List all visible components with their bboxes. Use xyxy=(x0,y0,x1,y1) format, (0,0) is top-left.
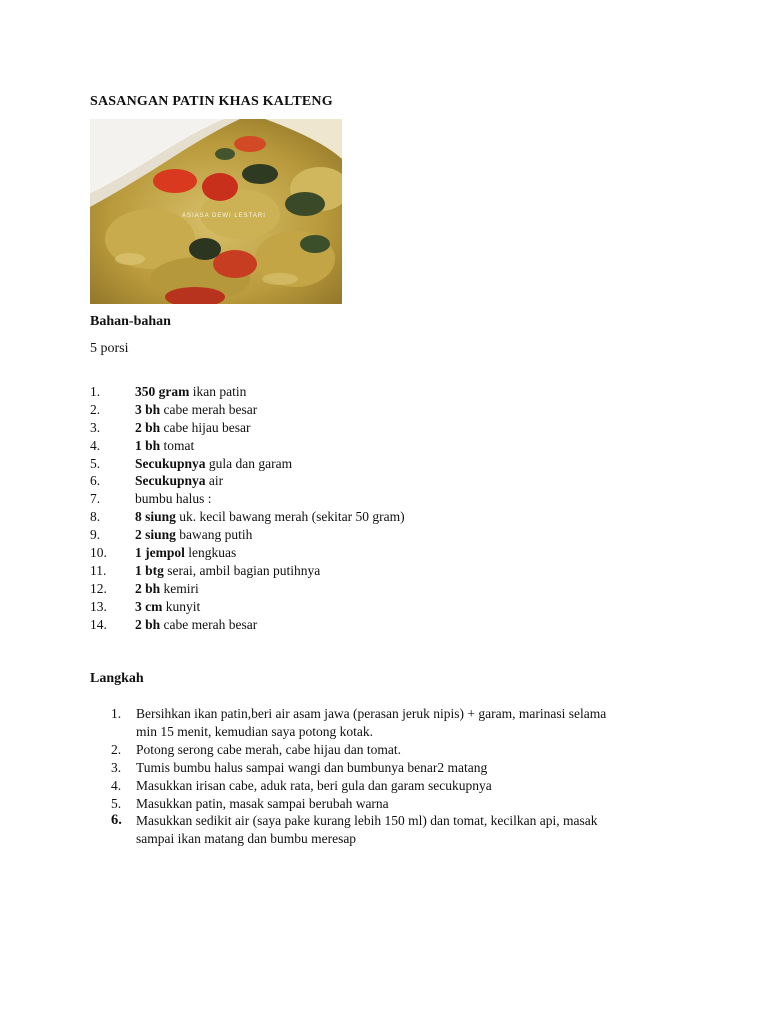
recipe-title: SASANGAN PATIN KHAS KALTENG xyxy=(90,94,333,109)
step-line: Masukkan irisan cabe, aduk rata, beri gula dan garam secukupnya xyxy=(136,777,492,793)
ingredient-amount: 1 btg xyxy=(135,562,164,578)
ingredient-text xyxy=(135,437,194,455)
ingredient-text xyxy=(135,616,257,634)
ingredient-number: 14. xyxy=(90,616,107,632)
ingredient-amount: 350 gram xyxy=(135,384,190,399)
step-number: 1. xyxy=(111,706,122,721)
ingredient-name: ikan patin xyxy=(189,384,247,399)
ingredient-number: 3. xyxy=(90,419,101,435)
ingredient-amount: 3 cm xyxy=(135,598,163,614)
ingredient-item xyxy=(90,508,690,526)
ingredient-item xyxy=(90,455,690,473)
ingredient-item xyxy=(90,472,690,490)
dish-photo-image xyxy=(90,119,342,304)
ingredient-number: 10. xyxy=(90,545,107,561)
step-line: Masukkan sedikit air (saya pake kurang lebih 150 ml) dan tomat, kecilkan api, masak xyxy=(136,813,598,829)
step-number: 5. xyxy=(111,795,122,811)
step-item xyxy=(111,741,671,759)
ingredient-number: 1. xyxy=(90,384,101,399)
step-number: 2. xyxy=(111,741,122,757)
ingredient-text xyxy=(135,508,405,526)
ingredient-text xyxy=(135,580,199,598)
ingredient-amount: 8 siung xyxy=(135,509,176,525)
ingredient-number: 6. xyxy=(90,473,101,489)
photo-watermark: ASIASA DEWI LESTARI xyxy=(182,213,266,219)
ingredient-item xyxy=(90,383,690,401)
ingredient-item xyxy=(90,580,690,598)
ingredient-text xyxy=(135,401,257,419)
step-item xyxy=(111,812,671,848)
ingredient-name: bumbu halus : xyxy=(135,491,212,507)
ingredient-item xyxy=(90,562,690,580)
step-text xyxy=(136,759,671,777)
step-item xyxy=(111,759,671,777)
step-line: Masukkan patin, masak sampai berubah warna xyxy=(136,795,389,811)
ingredients-list xyxy=(90,383,690,633)
step-item xyxy=(111,777,671,795)
ingredient-number: 9. xyxy=(90,527,101,543)
ingredient-number: 12. xyxy=(90,580,107,596)
step-line: Potong serong cabe merah, cabe hijau dan tomat. xyxy=(136,741,402,757)
step-item xyxy=(111,705,671,741)
step-text xyxy=(136,741,671,759)
ingredient-name: lengkuas xyxy=(184,545,237,561)
step-number: 3. xyxy=(111,759,122,775)
steps-heading: Langkah xyxy=(90,671,144,686)
ingredient-item xyxy=(90,419,690,437)
ingredient-item xyxy=(90,526,690,544)
ingredient-text xyxy=(135,526,252,544)
ingredient-amount: Secukupnya xyxy=(135,455,206,471)
ingredient-item xyxy=(90,616,690,634)
ingredient-number: 7. xyxy=(90,491,101,507)
ingredient-name: air xyxy=(205,473,224,489)
ingredient-name: uk. kecil bawang merah (sekitar 50 gram) xyxy=(175,509,405,525)
ingredient-number: 4. xyxy=(90,437,101,453)
ingredient-amount: Secukupnya xyxy=(135,473,206,489)
step-item xyxy=(111,795,671,813)
ingredient-name: cabe hijau besar xyxy=(160,419,251,435)
step-line: Bersihkan ikan patin,beri air asam jawa (perasan jeruk nipis) + garam, marinasi selama xyxy=(136,706,607,721)
step-line: min 15 menit, kemudian saya potong kotak. xyxy=(136,723,373,739)
ingredient-text xyxy=(135,598,200,616)
ingredient-text xyxy=(135,455,292,473)
ingredient-text xyxy=(135,490,212,508)
step-number: 4. xyxy=(111,777,122,793)
ingredient-item xyxy=(90,401,690,419)
ingredient-item xyxy=(90,490,690,508)
ingredient-amount: 3 bh xyxy=(135,401,161,417)
step-number: 6. xyxy=(111,812,122,829)
step-line: sampai ikan matang dan bumbu meresap xyxy=(136,831,357,847)
steps-list xyxy=(111,705,671,848)
ingredient-amount: 2 bh xyxy=(135,616,161,632)
step-text xyxy=(136,795,671,813)
dish-photo xyxy=(90,119,342,304)
ingredient-name: kunyit xyxy=(162,598,201,614)
ingredient-number: 5. xyxy=(90,455,101,471)
ingredient-amount: 1 bh xyxy=(135,437,161,453)
ingredient-name: bawang putih xyxy=(175,527,253,543)
ingredient-number: 8. xyxy=(90,509,101,525)
ingredient-text xyxy=(135,562,320,580)
ingredient-text xyxy=(135,419,250,437)
ingredient-item xyxy=(90,544,690,562)
step-text xyxy=(136,705,671,741)
ingredient-item xyxy=(90,437,690,455)
ingredient-amount: 2 bh xyxy=(135,580,161,596)
ingredient-text xyxy=(135,544,236,562)
ingredient-name: kemiri xyxy=(160,580,199,596)
ingredient-amount: 2 bh xyxy=(135,419,161,435)
ingredient-item xyxy=(90,598,690,616)
ingredient-text xyxy=(135,472,223,490)
ingredient-name: cabe merah besar xyxy=(160,616,258,632)
ingredient-amount: 2 siung xyxy=(135,527,176,543)
ingredient-name: tomat xyxy=(160,437,195,453)
ingredient-name: serai, ambil bagian putihnya xyxy=(163,562,321,578)
portion-text: 5 porsi xyxy=(90,341,129,356)
step-line: Tumis bumbu halus sampai wangi dan bumbunya benar2 matang xyxy=(136,759,488,775)
ingredients-heading: Bahan-bahan xyxy=(90,314,171,329)
step-text xyxy=(136,812,671,848)
ingredient-amount: 1 jempol xyxy=(135,545,185,561)
ingredient-name: gula dan garam xyxy=(205,455,293,471)
step-text xyxy=(136,777,671,795)
ingredient-number: 2. xyxy=(90,401,101,417)
ingredient-number: 13. xyxy=(90,598,107,614)
ingredient-number: 11. xyxy=(90,562,107,578)
ingredient-name: cabe merah besar xyxy=(160,401,258,417)
ingredient-text xyxy=(135,383,246,401)
